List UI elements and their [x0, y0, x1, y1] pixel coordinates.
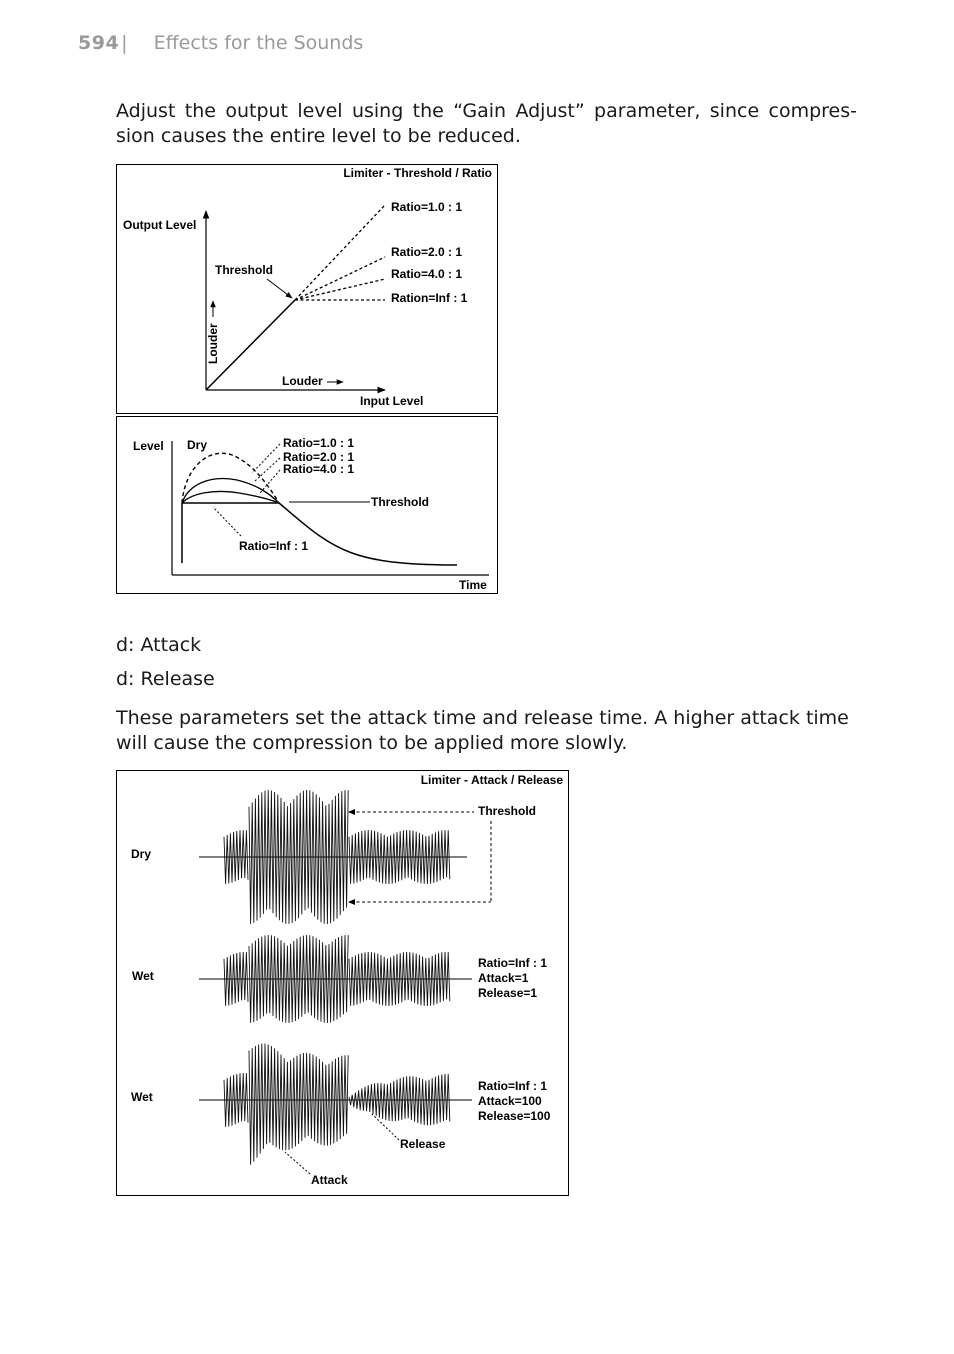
attack-label: Attack: [311, 1173, 348, 1187]
settings-1-ratio: Ratio=Inf : 1: [478, 956, 548, 970]
louder-y-label: Louder: [206, 323, 220, 364]
attack-pointer: [285, 1152, 310, 1174]
settings-1-attack: Attack=1: [478, 971, 529, 985]
section-title: Effects for the Sounds: [153, 32, 364, 54]
ratio-inf-label: Ratio=Inf : 1: [239, 539, 309, 553]
figure-title: Limiter - Attack / Release: [420, 773, 563, 787]
paragraph-attack-release: These parameters set the attack time and release time. A higher attack time will cause the compression to be applied more slowly.: [116, 707, 849, 754]
ratio-2-curve: [182, 479, 279, 503]
figure-attack-release: [116, 770, 569, 1196]
page-number: 594: [78, 32, 120, 54]
ratio-2-label: Ratio=2.0 : 1: [391, 245, 463, 259]
wet2-wave-attack: [249, 1044, 348, 1165]
threshold-label: Threshold: [478, 804, 537, 818]
wet1-wave-post: [349, 952, 450, 1006]
ratio-inf-pointer: [213, 507, 241, 536]
figure-threshold-ratio: [116, 164, 498, 414]
row-label-wet-2: Wet: [131, 1090, 153, 1104]
ratio-4-pointer: [260, 470, 280, 493]
ratio-4-label: Ratio=4.0 : 1: [391, 267, 463, 281]
threshold-arrow-top: [348, 809, 355, 815]
threshold-pointer: [267, 279, 292, 298]
ratio-1-pointer: [252, 444, 280, 473]
row-label-dry: Dry: [131, 847, 152, 861]
ratio-2-line: [295, 257, 385, 300]
dry-wave-pre: [224, 830, 248, 884]
louder-x-label: Louder: [282, 374, 323, 388]
figure-level-time: [116, 416, 498, 594]
settings-2-release: Release=100: [478, 1109, 551, 1123]
ratio-4-label: Ratio=4.0 : 1: [283, 462, 355, 476]
waveforms: [224, 790, 450, 1165]
threshold-ratio-diagram: [117, 165, 499, 415]
threshold-label: Threshold: [215, 263, 274, 277]
ratio-4-line: [295, 279, 385, 300]
figure-title: Limiter - Threshold / Ratio: [343, 166, 492, 180]
level-time-diagram: [117, 417, 499, 595]
y-axis-label: Output Level: [123, 218, 197, 232]
subheading-attack: d: Attack: [116, 634, 202, 656]
threshold-arrow-bottom: [348, 899, 355, 905]
time-axis-label: Time: [459, 578, 487, 592]
ratio-1-label: Ratio=1.0 : 1: [391, 200, 463, 214]
ratio-1-line: [295, 205, 385, 300]
decay-curve: [279, 503, 457, 565]
ratio-inf-label: Ration=Inf : 1: [391, 291, 468, 305]
wet1-wave-pre: [224, 952, 248, 1006]
subheading-release: d: Release: [116, 668, 215, 690]
x-axis-label: Input Level: [360, 394, 424, 408]
ratio-2-pointer: [255, 458, 280, 481]
level-axis-label: Level: [133, 439, 164, 453]
dry-curve: [182, 453, 279, 503]
ratio-4-curve: [182, 491, 279, 503]
ratio-1-label: Ratio=1.0 : 1: [283, 436, 355, 450]
dry-wave-post: [349, 830, 450, 884]
settings-1-release: Release=1: [478, 986, 538, 1000]
paragraph-gain-adjust: Adjust the output level using the “Gain Adjust” parameter, since compres-sion causes the entire level to be reduced.: [116, 100, 857, 147]
settings-2-attack: Attack=100: [478, 1094, 542, 1108]
release-label: Release: [400, 1137, 446, 1151]
row-label-wet-1: Wet: [132, 969, 154, 983]
wet2-wave-release: [349, 1074, 450, 1125]
ratio-2-label: Ratio=2.0 : 1: [283, 450, 355, 464]
page-header: [78, 32, 363, 54]
attack-release-diagram: [117, 771, 570, 1197]
wet2-wave-pre: [224, 1073, 248, 1127]
header-separator: |: [121, 32, 128, 54]
settings-2-ratio: Ratio=Inf : 1: [478, 1079, 548, 1093]
dry-label: Dry: [187, 438, 208, 452]
threshold-label: Threshold: [371, 495, 430, 509]
